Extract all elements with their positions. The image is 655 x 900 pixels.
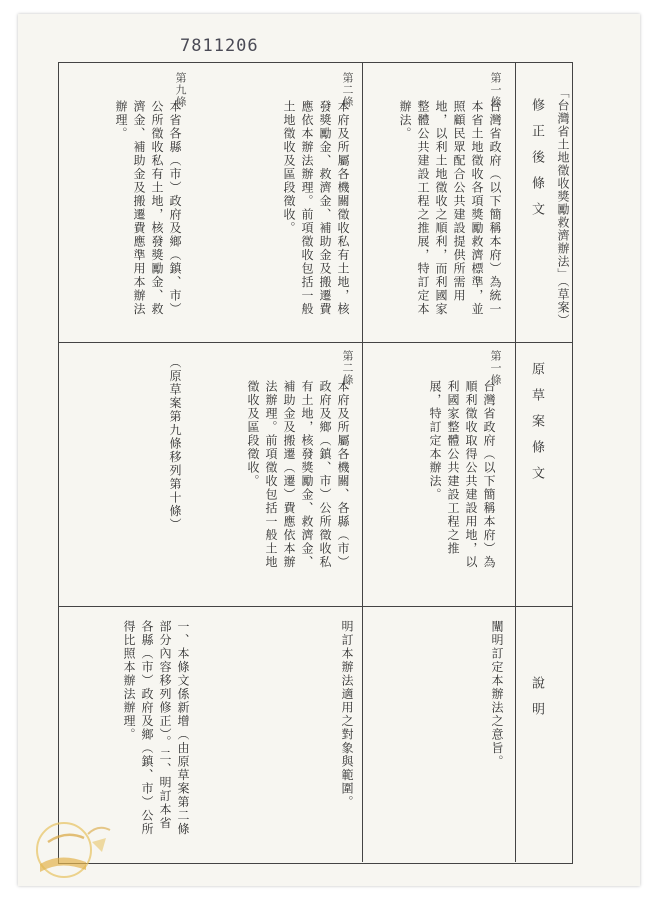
header-revised-articles: 修正後條文 (529, 98, 544, 228)
original-article-1-text: 台灣省政府（以下簡稱本府）為順利徵收取得公共建設用地，以利國家整體公共建設工程之推展，特訂定本辦法。 (428, 380, 496, 569)
original-article-2-label: 第二條 (341, 350, 354, 386)
revised-article-1-label: 第一條 (489, 72, 502, 108)
header-original-articles: 原草案條文 (529, 362, 544, 492)
original-article-1-label: 第一條 (489, 350, 502, 386)
column-divider-1 (362, 62, 363, 862)
library-logo-icon (26, 812, 118, 882)
document-title: 「台灣省土地徵收獎勵救濟辦法」（草案） (556, 86, 570, 327)
explanation-article-1: 闡明訂定本辦法之意旨。 (490, 620, 504, 769)
revised-article-2-label: 第二條 (341, 72, 354, 108)
row-divider-1 (58, 342, 573, 343)
revised-article-2-text: 本府及所屬各機關徵收私有土地，核發獎勵金、救濟金、補助金及搬遷費應依本辦法辦理。前項徵收包括一般土地徵收及區段徵收。 (282, 100, 350, 316)
original-article-9-note: （原草案第九條移列第十條） (168, 356, 182, 532)
column-divider-2 (515, 62, 516, 862)
original-article-2-text: 本府及所屬各機關、各縣（市）政府及鄉（鎮、市）公所徵收私有土地，核發獎勵金、救濟金、補助金及搬遷（遷）費應依本辦法辦理。前項徵收包括一般土地徵收及區段徵收。 (246, 380, 350, 569)
revised-article-1-text: 台灣省政府（以下簡稱本府）為統一本省土地徵收各項獎勵救濟標準，並照顧民眾配合公共建設提供所需用地，以利土地徵收之順利，而利國家整體公共建設工程之推展，特訂定本辦法。 (398, 100, 502, 316)
revised-article-9-label: 第九條 (174, 72, 187, 108)
document-number: 7811206 (180, 36, 259, 56)
header-explanation: 說明 (529, 676, 544, 728)
revised-article-9-text: 本省各縣（市）政府及鄉（鎮、市）公所徵收私有土地，核發獎勵金、救濟金、補助金及搬遷費應準用本辦法辦理。 (114, 100, 182, 316)
explanation-article-9: 一、本條文係新增（由原草案第二條部分內容移列修正）。二、明訂本省各縣（市）政府及鄉（鎮、市）公所得比照本辦法辦理。 (122, 620, 190, 836)
row-divider-2 (58, 606, 573, 607)
explanation-article-2: 明訂本辦法適用之對象與範圍。 (340, 620, 354, 809)
